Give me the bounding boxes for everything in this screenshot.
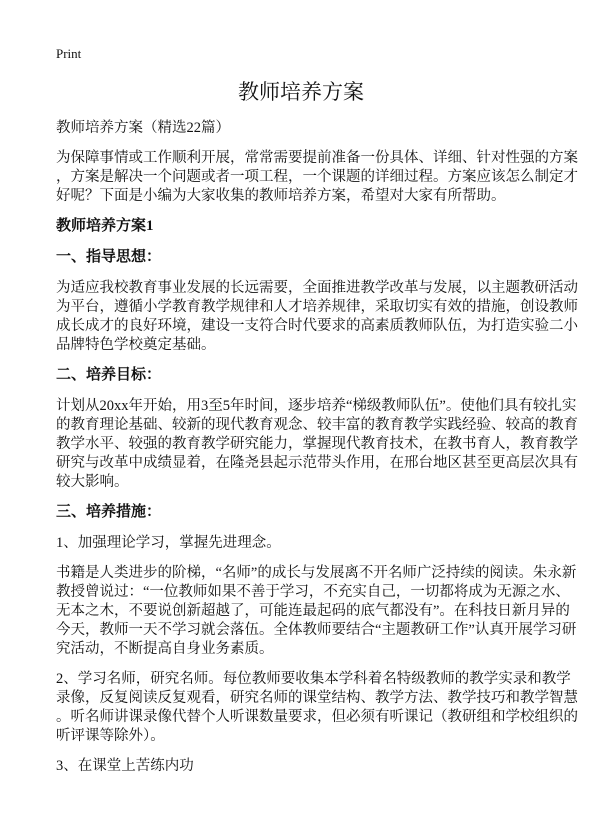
text-line: 研究与改革中成绩显着，在隆尧县起示范带头作用，在邢台地区甚至更高层次具有 (56, 455, 578, 471)
text-line: 今天，教师一天不学习就会落伍。全体教师要结合“主题教研工作”认真开展学习研 (56, 622, 577, 638)
text-line: 较大影响。 (56, 474, 129, 490)
text-line: 书籍是人类进步的阶梯，“名师”的成长与发展离不开名师广泛持续的阅读。朱永新 (56, 565, 577, 581)
print-link[interactable]: Print (56, 46, 82, 61)
text-line: 为平台，遵循小学教育教学规律和人才培养规律，采取切实有效的措施，创设教师 (56, 299, 578, 315)
text-line: 教学水平、较强的教育教学研究能力，掌握现代教育技术，在教书育人，教育教学 (56, 436, 578, 452)
text-line: 的教育理论基础、较新的现代教育观念、较丰富的教育教学实践经验、较高的教育 (56, 417, 578, 433)
text-line: 录像，反复阅读反复观看，研究名师的课堂结构、教学方法、教学技巧和教学智慧 (56, 690, 578, 706)
text-line: 好呢？下面是小编为大家收集的教师培养方案，希望对大家有所帮助。 (56, 188, 506, 204)
text-line: 计划从20xx年开始，用3至5年时间，逐步培养“梯级教师队伍”。使他们具有较扎实 (56, 398, 577, 414)
text-line: 品牌特色学校奠定基础。 (56, 337, 216, 353)
document-title: 教师培养方案 (238, 80, 364, 104)
document-subtitle: 教师培养方案（精选22篇） (56, 120, 230, 136)
text-line: 成长成才的良好环境，建设一支符合时代要求的高素质教师队伍，为打造实验二小 (56, 318, 578, 334)
measure-item-1: 1、加强理论学习，掌握先进理念。 (56, 535, 281, 551)
measure-item-2 (56, 670, 578, 746)
intro-paragraph (56, 149, 578, 206)
text-line: 无本之木，不要说创新超越了，可能连最起码的底气都没有”。在科技日新月异的 (56, 603, 570, 619)
heading-guiding-thought: 一、指导思想： (56, 249, 162, 265)
measure-item-3: 3、在课堂上苦练内功 (56, 758, 194, 774)
heading-goals: 二、培养目标： (56, 367, 162, 383)
text-line: 。听名师讲课录像代替个人听课数量要求，但必须有听课记（教研组和学校组织的 (56, 709, 578, 725)
section-title: 教师培养方案1 (56, 218, 154, 234)
text-line: 教授曾说过：“一位教师如果不善于学习，不充实自己，一切都将成为无源之水、 (56, 584, 570, 600)
paragraph-goals (56, 397, 578, 492)
text-line: 为适应我校教育事业发展的长远需要，全面推进教学改革与发展，以主题教研活动 (56, 280, 578, 296)
heading-measures: 三、培养措施： (56, 504, 162, 520)
text-line: 为保障事情或工作顺利开展，常常需要提前准备一份具体、详细、针对性强的方案 (56, 150, 578, 166)
text-line: 究活动，不断提高自身业务素质。 (56, 641, 274, 657)
text-line: 听评课等除外）。 (56, 728, 165, 744)
paragraph-reading (56, 564, 577, 659)
text-line: 2、学习名师，研究名师。每位教师要收集本学科着名特级教师的教学实录和教学 (56, 671, 571, 687)
text-line: ，方案是解决一个问题或者一项工程，一个课题的详细过程。方案应该怎么制定才 (56, 169, 578, 185)
paragraph-guiding-thought (56, 279, 578, 355)
